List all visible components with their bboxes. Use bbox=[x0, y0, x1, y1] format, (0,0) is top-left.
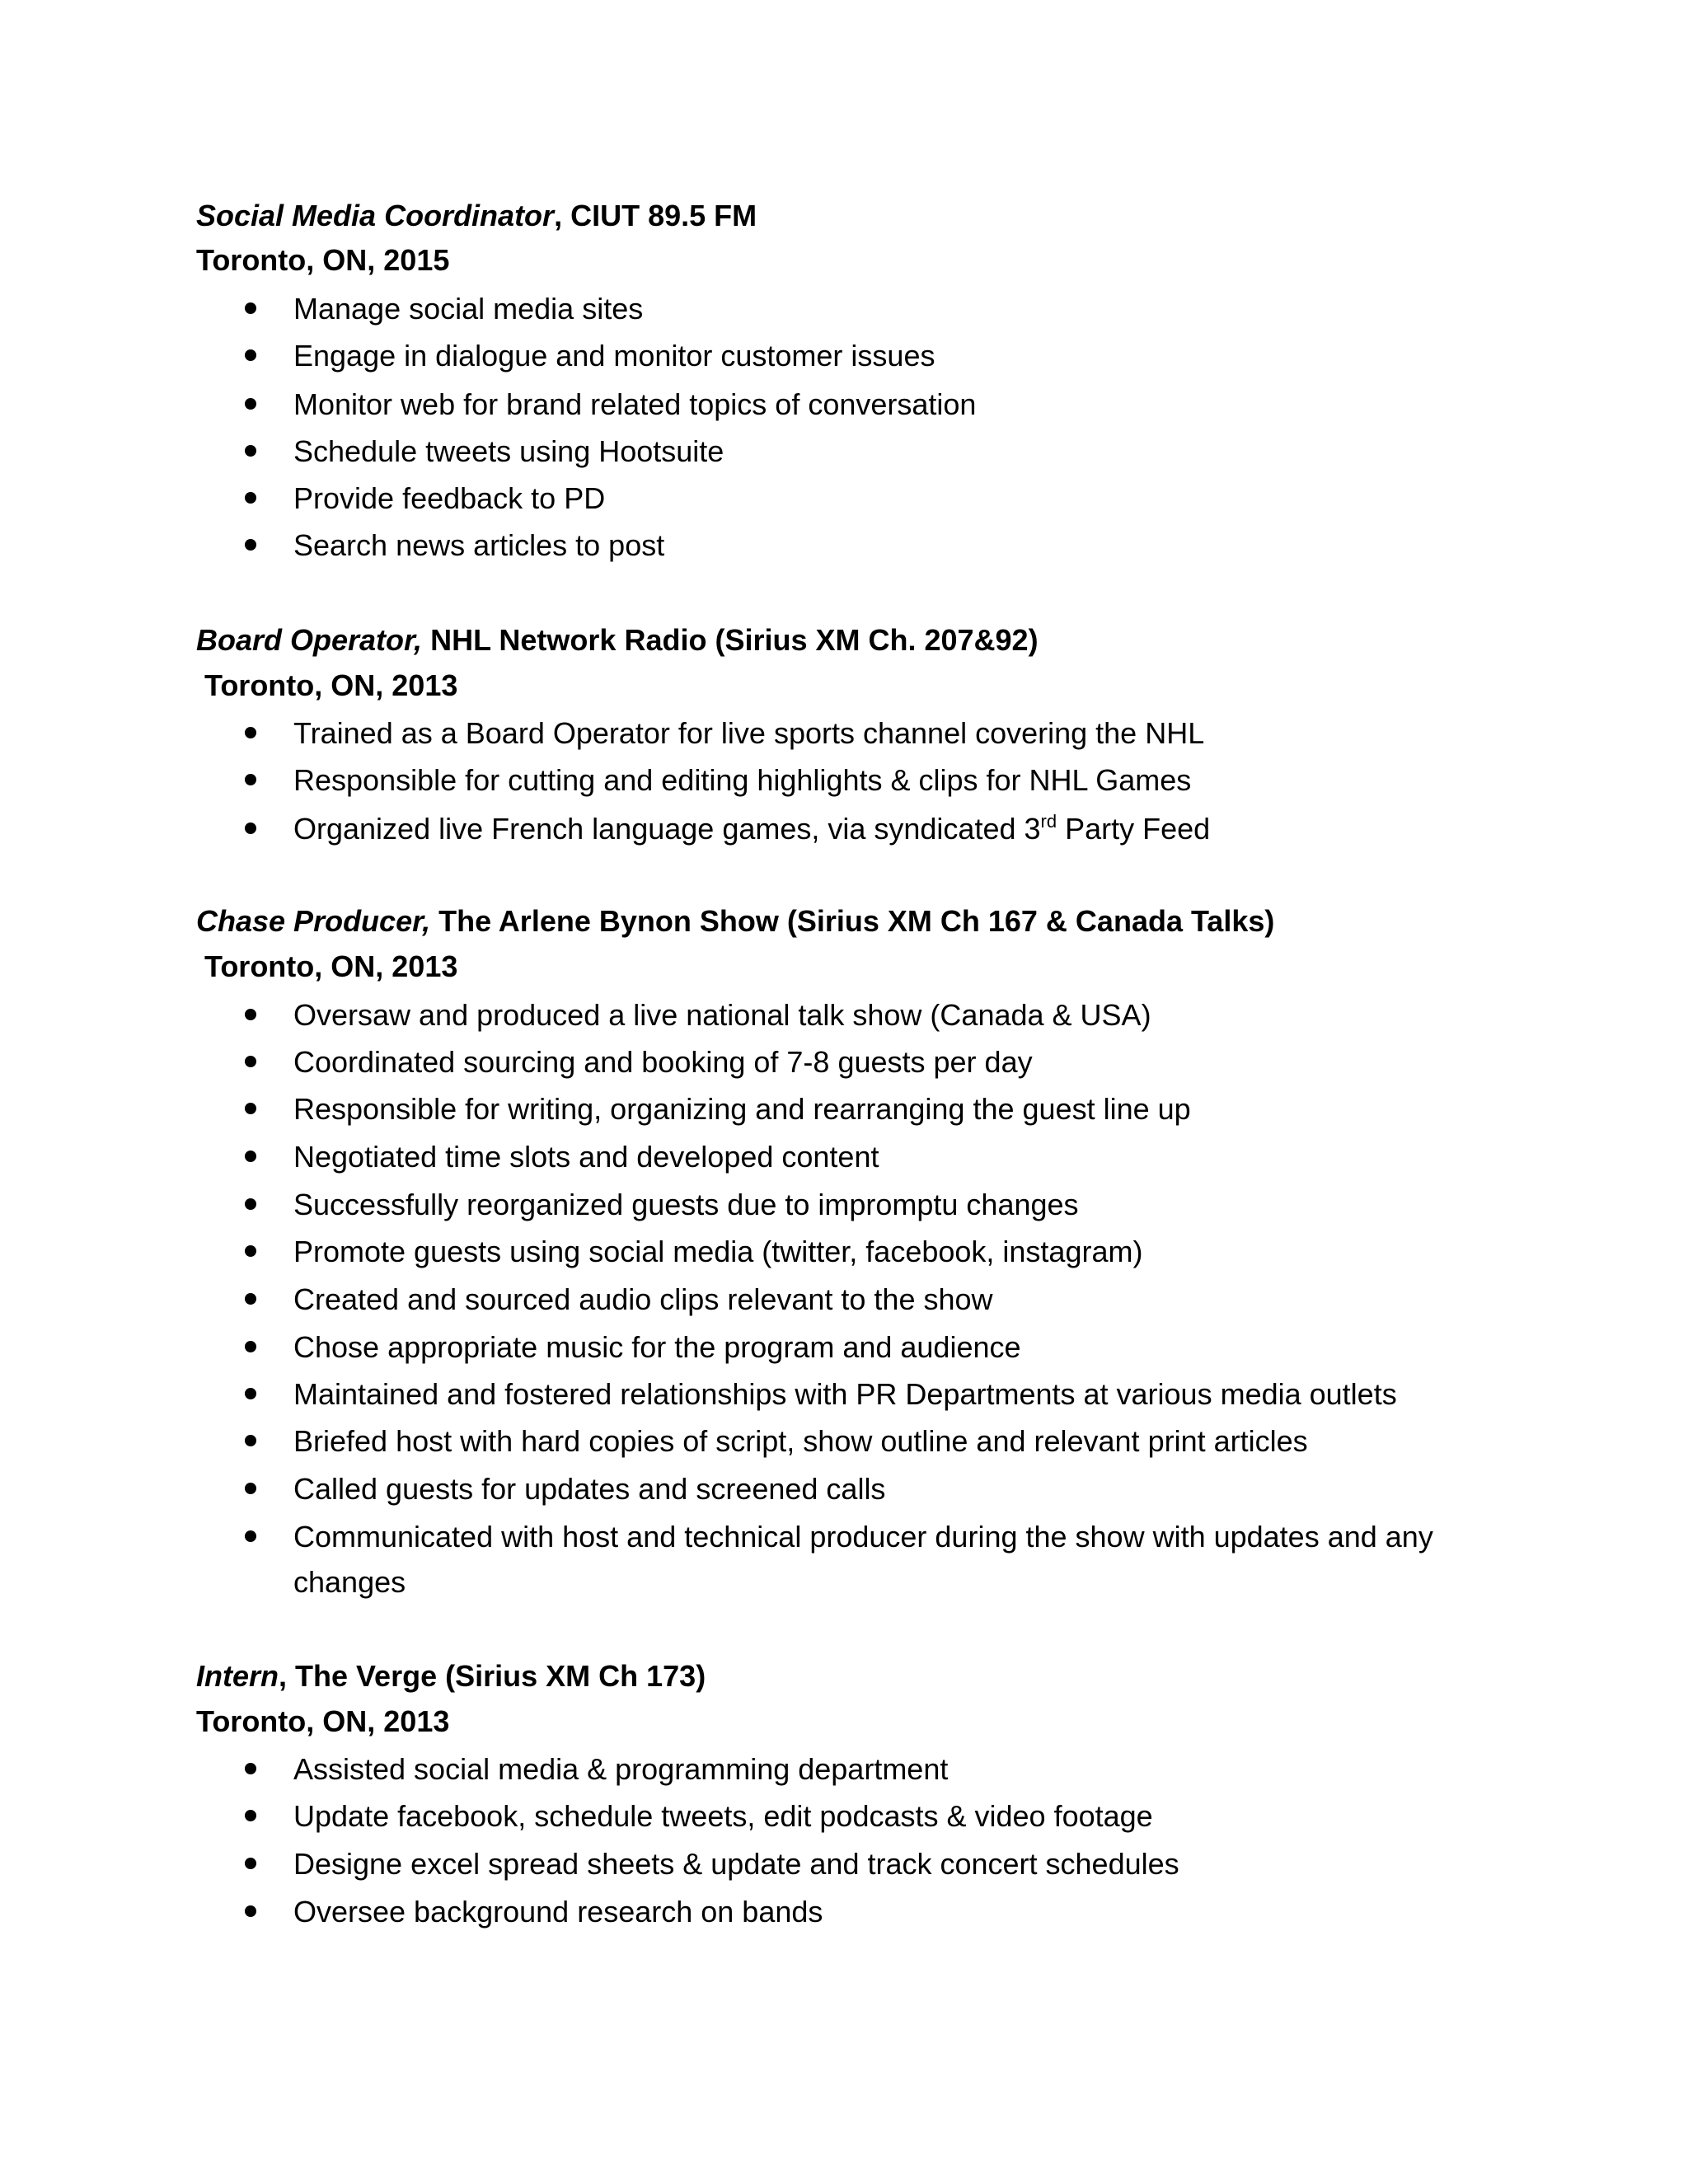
list-item bbox=[0, 1798, 1688, 1835]
title-separator bbox=[422, 623, 430, 657]
list-item bbox=[0, 1846, 1688, 1882]
bullet-icon bbox=[245, 1388, 256, 1399]
bullet-icon bbox=[245, 823, 256, 834]
bullet-text-part: Party Feed bbox=[1057, 812, 1211, 846]
bullet-text: Trained as a Board Operator for live sports channel covering the NHL bbox=[293, 716, 1205, 750]
list-item bbox=[0, 1234, 1688, 1270]
job-location: Toronto, ON, 2013 bbox=[196, 1704, 450, 1738]
job-title bbox=[196, 903, 1274, 940]
bullet-text: Communicated with host and technical producer during the show with updates and any bbox=[293, 1520, 1433, 1554]
job-title bbox=[196, 622, 1039, 658]
bullet-continuation: changes bbox=[293, 1565, 406, 1599]
title-separator: , bbox=[554, 199, 571, 232]
list-item bbox=[0, 434, 1688, 470]
job-organization: The Verge (Sirius XM Ch 173) bbox=[295, 1659, 706, 1693]
bullet-text: Update facebook, schedule tweets, edit podcasts & video footage bbox=[293, 1799, 1153, 1833]
bullet-text: Responsible for writing, organizing and rearranging the guest line up bbox=[293, 1092, 1191, 1126]
bullet-text: Maintained and fostered relationships with PR Departments at various media outlets bbox=[293, 1377, 1397, 1411]
bullet-icon bbox=[245, 1245, 256, 1257]
bullet-icon bbox=[245, 1905, 256, 1917]
bullet-text: Oversee background research on bands bbox=[293, 1895, 823, 1929]
list-item bbox=[0, 1423, 1688, 1460]
title-separator bbox=[430, 904, 438, 938]
bullet-text: Manage social media sites bbox=[293, 292, 644, 326]
bullet-text: Monitor web for brand related topics of conversation bbox=[293, 387, 977, 421]
bullet-icon bbox=[245, 1341, 256, 1352]
bullet-text: Called guests for updates and screened calls bbox=[293, 1472, 886, 1506]
bullet-text-part: Organized live French language games, via syndicated 3 bbox=[293, 812, 1041, 846]
job-title bbox=[196, 198, 757, 234]
bullet-icon bbox=[245, 1810, 256, 1821]
bullet-icon bbox=[245, 445, 256, 457]
list-item bbox=[0, 1519, 1688, 1555]
bullet-icon bbox=[245, 1103, 256, 1114]
bullet-icon bbox=[245, 1009, 256, 1020]
list-item bbox=[0, 1894, 1688, 1930]
bullet-text: Provide feedback to PD bbox=[293, 481, 606, 515]
bullet-icon bbox=[245, 302, 256, 314]
bullet-icon bbox=[245, 1198, 256, 1210]
list-item bbox=[0, 1091, 1688, 1127]
list-item bbox=[0, 480, 1688, 517]
bullet-icon bbox=[245, 1151, 256, 1162]
bullet-icon bbox=[245, 492, 256, 504]
bullet-icon bbox=[245, 1435, 256, 1446]
list-item bbox=[0, 1471, 1688, 1507]
bullet-icon bbox=[245, 349, 256, 361]
bullet-text: Assisted social media & programming department bbox=[293, 1752, 949, 1786]
bullet-icon bbox=[245, 774, 256, 785]
job-role: Intern bbox=[196, 1659, 279, 1693]
job-role: Chase Producer, bbox=[196, 904, 431, 938]
list-item bbox=[0, 527, 1688, 564]
bullet-icon bbox=[245, 727, 256, 738]
bullet-text: Created and sourced audio clips relevant to the show bbox=[293, 1282, 993, 1316]
job-title bbox=[196, 1658, 706, 1694]
bullet-text: Promote guests using social media (twitter, facebook, instagram) bbox=[293, 1235, 1143, 1268]
list-item bbox=[0, 1044, 1688, 1080]
job-role: Board Operator, bbox=[196, 623, 423, 657]
job-location: Toronto, ON, 2013 bbox=[204, 668, 458, 702]
bullet-text: Search news articles to post bbox=[293, 528, 665, 562]
list-item bbox=[0, 997, 1688, 1033]
list-item bbox=[0, 1187, 1688, 1223]
bullet-text: Negotiated time slots and developed content bbox=[293, 1140, 879, 1174]
bullet-icon bbox=[245, 1530, 256, 1542]
job-location: Toronto, ON, 2013 bbox=[204, 949, 458, 983]
job-role: Social Media Coordinator bbox=[196, 199, 555, 232]
bullet-icon bbox=[245, 1293, 256, 1305]
bullet-text: Chose appropriate music for the program and audience bbox=[293, 1330, 1021, 1364]
bullet-text: Designe excel spread sheets & update and track concert schedules bbox=[293, 1847, 1179, 1881]
bullet-text: Coordinated sourcing and booking of 7-8 guests per day bbox=[293, 1045, 1033, 1079]
bullet-icon bbox=[245, 1056, 256, 1067]
bullet-icon bbox=[245, 1483, 256, 1494]
list-item bbox=[0, 387, 1688, 423]
list-item bbox=[0, 762, 1688, 799]
job-organization: NHL Network Radio (Sirius XM Ch. 207&92) bbox=[430, 623, 1039, 657]
list-item bbox=[0, 291, 1688, 327]
list-item bbox=[0, 1139, 1688, 1175]
list-item bbox=[0, 338, 1688, 374]
bullet-text: Responsible for cutting and editing highlights & clips for NHL Games bbox=[293, 763, 1192, 797]
job-organization: The Arlene Bynon Show (Sirius XM Ch 167 & Canada Talks) bbox=[438, 904, 1275, 938]
list-item bbox=[0, 1751, 1688, 1788]
bullet-text bbox=[293, 811, 1210, 847]
job-location: Toronto, ON, 2015 bbox=[196, 243, 450, 277]
list-item bbox=[0, 1329, 1688, 1366]
list-item bbox=[0, 1282, 1688, 1318]
bullet-text: Schedule tweets using Hootsuite bbox=[293, 434, 724, 468]
list-item bbox=[0, 715, 1688, 752]
bullet-icon bbox=[245, 1763, 256, 1774]
bullet-icon bbox=[245, 1858, 256, 1869]
list-item bbox=[0, 811, 1688, 847]
bullet-text: Engage in dialogue and monitor customer issues bbox=[293, 339, 935, 373]
bullet-icon bbox=[245, 539, 256, 551]
bullet-text: Briefed host with hard copies of script, show outline and relevant print articles bbox=[293, 1424, 1308, 1458]
bullet-text: Oversaw and produced a live national talk show (Canada & USA) bbox=[293, 998, 1151, 1032]
bullet-icon bbox=[245, 398, 256, 410]
title-separator: , bbox=[279, 1659, 296, 1693]
job-organization: CIUT 89.5 FM bbox=[570, 199, 757, 232]
bullet-text: Successfully reorganized guests due to impromptu changes bbox=[293, 1188, 1079, 1221]
ordinal-superscript: rd bbox=[1040, 811, 1057, 832]
list-item bbox=[0, 1376, 1688, 1413]
